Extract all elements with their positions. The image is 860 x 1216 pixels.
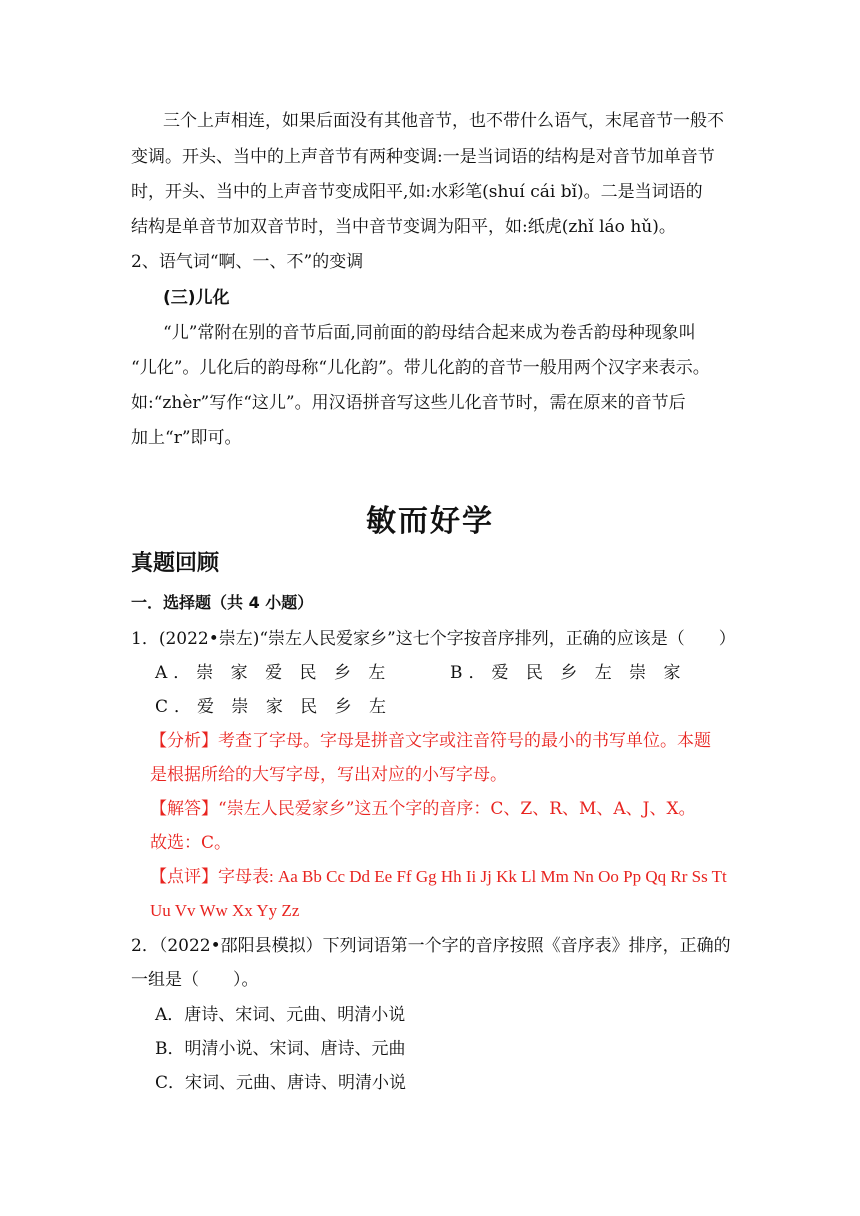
section-heading-erhua: (三)儿化 [163,288,230,308]
comment-line [150,860,727,894]
subsection-title: 一．选择题（共 4 小题） [131,593,314,612]
erhua-paragraph-line: 加上“r”即可。 [131,428,242,448]
analysis-line: 是根据所给的大写字母，写出对应的小写字母。 [150,765,507,785]
intro-paragraph-line: 时，开头、当中的上声音节变成阳平,如:水彩笔(shuí cái bǐ)。二是当词语的 [131,182,703,202]
analysis-tag: 【分析】 [150,731,218,751]
analysis-line [150,724,711,758]
question-2-stem: 2．（2022•邵阳县模拟）下列词语第一个字的音序按照《音序表》排序，正确的 [131,936,731,956]
answer-line: 故选：C。 [150,833,232,853]
question-1-option-a: A．崇 家 爱 民 乡 左 [155,663,392,683]
erhua-paragraph-line: 如:“zhèr”写作“这儿”。用汉语拼音写这些儿化音节时，需在原来的音节后 [131,393,686,413]
intro-paragraph-line: 结构是单音节加双音节时，当中音节变调为阳平，如:纸虎(zhǐ láo hǔ)。 [131,217,676,237]
question-1-option-b: B．爱 民 乡 左 崇 家 [450,663,687,683]
intro-paragraph-line: 变调。开头、当中的上声音节有两种变调:一是当词语的结构是对音节加单音节 [131,147,715,167]
list-item-2: 2、语气词“啊、一、不”的变调 [131,252,364,272]
answer-tag: 【解答】 [150,799,218,819]
question-2-option-c: C．宋词、元曲、唐诗、明清小说 [155,1073,407,1093]
question-2-option-b: B．明清小说、宋词、唐诗、元曲 [155,1039,406,1059]
question-1-stem: 1．(2022•崇左)“崇左人民爱家乡”这七个字按音序排列，正确的应该是（ ） [131,629,736,649]
comment-tag: 【点评】 [150,867,218,887]
erhua-paragraph-line: “儿”常附在别的音节后面,同前面的韵母结合起来成为卷舌韵母种现象叫 [163,323,696,343]
intro-paragraph-line: 三个上声相连，如果后面没有其他音节，也不带什么语气，末尾音节一般不 [163,111,724,131]
question-1-option-c: C．爱 崇 家 民 乡 左 [155,697,393,717]
section-title: 真题回顾 [131,551,220,576]
analysis-text: 考查了字母。字母是拼音文字或注音符号的最小的书写单位。本题 [218,731,711,751]
question-2-stem: 一组是（ ）。 [131,970,259,990]
answer-text: “崇左人民爱家乡”这五个字的音序：C、Z、R、M、A、J、X。 [218,799,696,819]
page-title: 敏而好学 [366,504,494,539]
answer-line [150,792,696,826]
comment-line: Uu Vv Ww Xx Yy Zz [150,901,300,920]
comment-text: 字母表: Aa Bb Cc Dd Ee Ff Gg Hh Ii Jj Kk Ll Mm Nn Oo Pp Qq Rr Ss Tt [218,867,727,886]
question-2-option-a: A．唐诗、宋词、元曲、明清小说 [155,1005,406,1025]
erhua-paragraph-line: “儿化”。儿化后的韵母称“儿化韵”。带儿化韵的音节一般用两个汉字来表示。 [131,358,710,378]
